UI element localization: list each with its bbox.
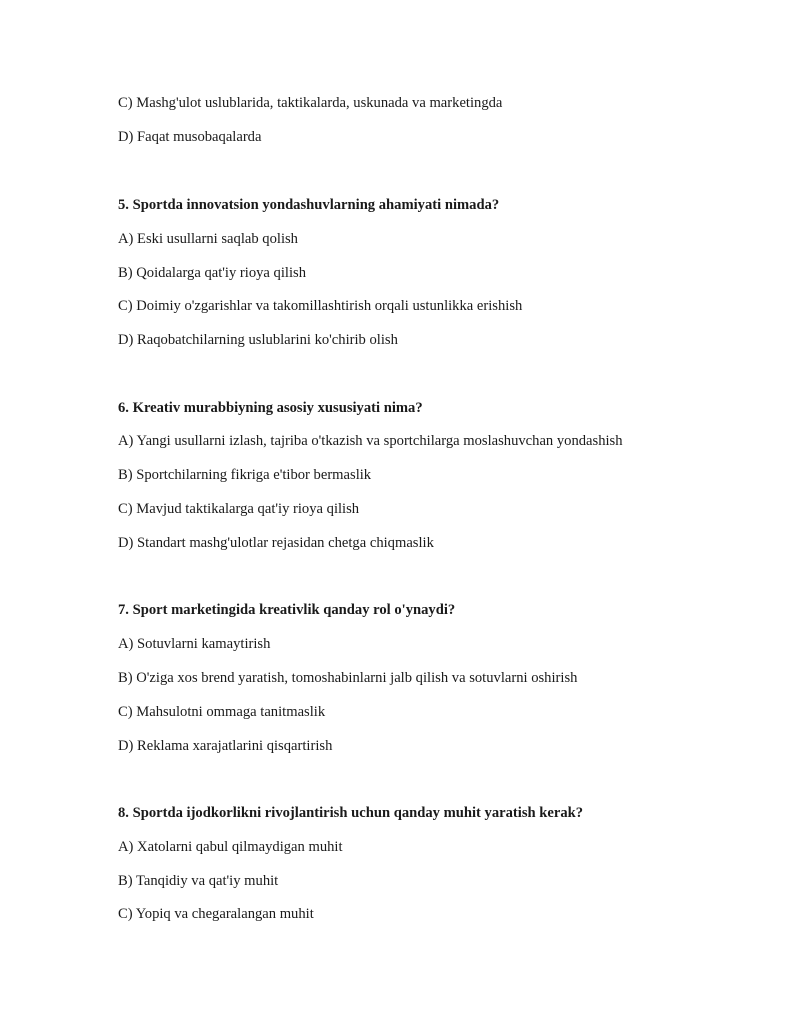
question-5: 5. Sportda innovatsion yondashuvlarning ahamiyati nimada? [118, 197, 500, 213]
option-4d: D) Faqat musobaqalarda [118, 129, 262, 145]
option-5d: D) Raqobatchilarning uslublarini ko'chirib olish [118, 332, 398, 348]
option-6d: D) Standart mashg'ulotlar rejasidan chetga chiqmaslik [118, 535, 434, 551]
option-8a: A) Xatolarni qabul qilmaydigan muhit [118, 839, 343, 855]
option-6b: B) Sportchilarning fikriga e'tibor bermaslik [118, 467, 372, 483]
question-6: 6. Kreativ murabbiyning asosiy xususiyati nima? [118, 400, 423, 416]
option-6a: A) Yangi usullarni izlash, tajriba o'tkazish va sportchilarga moslashuvchan yondashish [118, 433, 623, 449]
option-7b: B) O'ziga xos brend yaratish, tomoshabinlarni jalb qilish va sotuvlarni oshirish [118, 670, 578, 686]
option-8b: B) Tanqidiy va qat'iy muhit [118, 873, 279, 889]
option-5c: C) Doimiy o'zgarishlar va takomillashtirish orqali ustunlikka erishish [118, 298, 523, 314]
option-5a: A) Eski usullarni saqlab qolish [118, 231, 298, 247]
option-7a: A) Sotuvlarni kamaytirish [118, 636, 271, 652]
option-8c: C) Yopiq va chegaralangan muhit [118, 906, 314, 922]
option-7d: D) Reklama xarajatlarini qisqartirish [118, 738, 333, 754]
option-5b: B) Qoidalarga qat'iy rioya qilish [118, 265, 306, 281]
option-4c: C) Mashg'ulot uslublarida, taktikalarda, uskunada va marketingda [118, 95, 503, 111]
option-7c: C) Mahsulotni ommaga tanitmaslik [118, 704, 326, 720]
question-7: 7. Sport marketingida kreativlik qanday rol o'ynaydi? [118, 602, 456, 618]
question-8: 8. Sportda ijodkorlikni rivojlantirish uchun qanday muhit yaratish kerak? [118, 805, 584, 821]
option-6c: C) Mavjud taktikalarga qat'iy rioya qilish [118, 501, 360, 517]
